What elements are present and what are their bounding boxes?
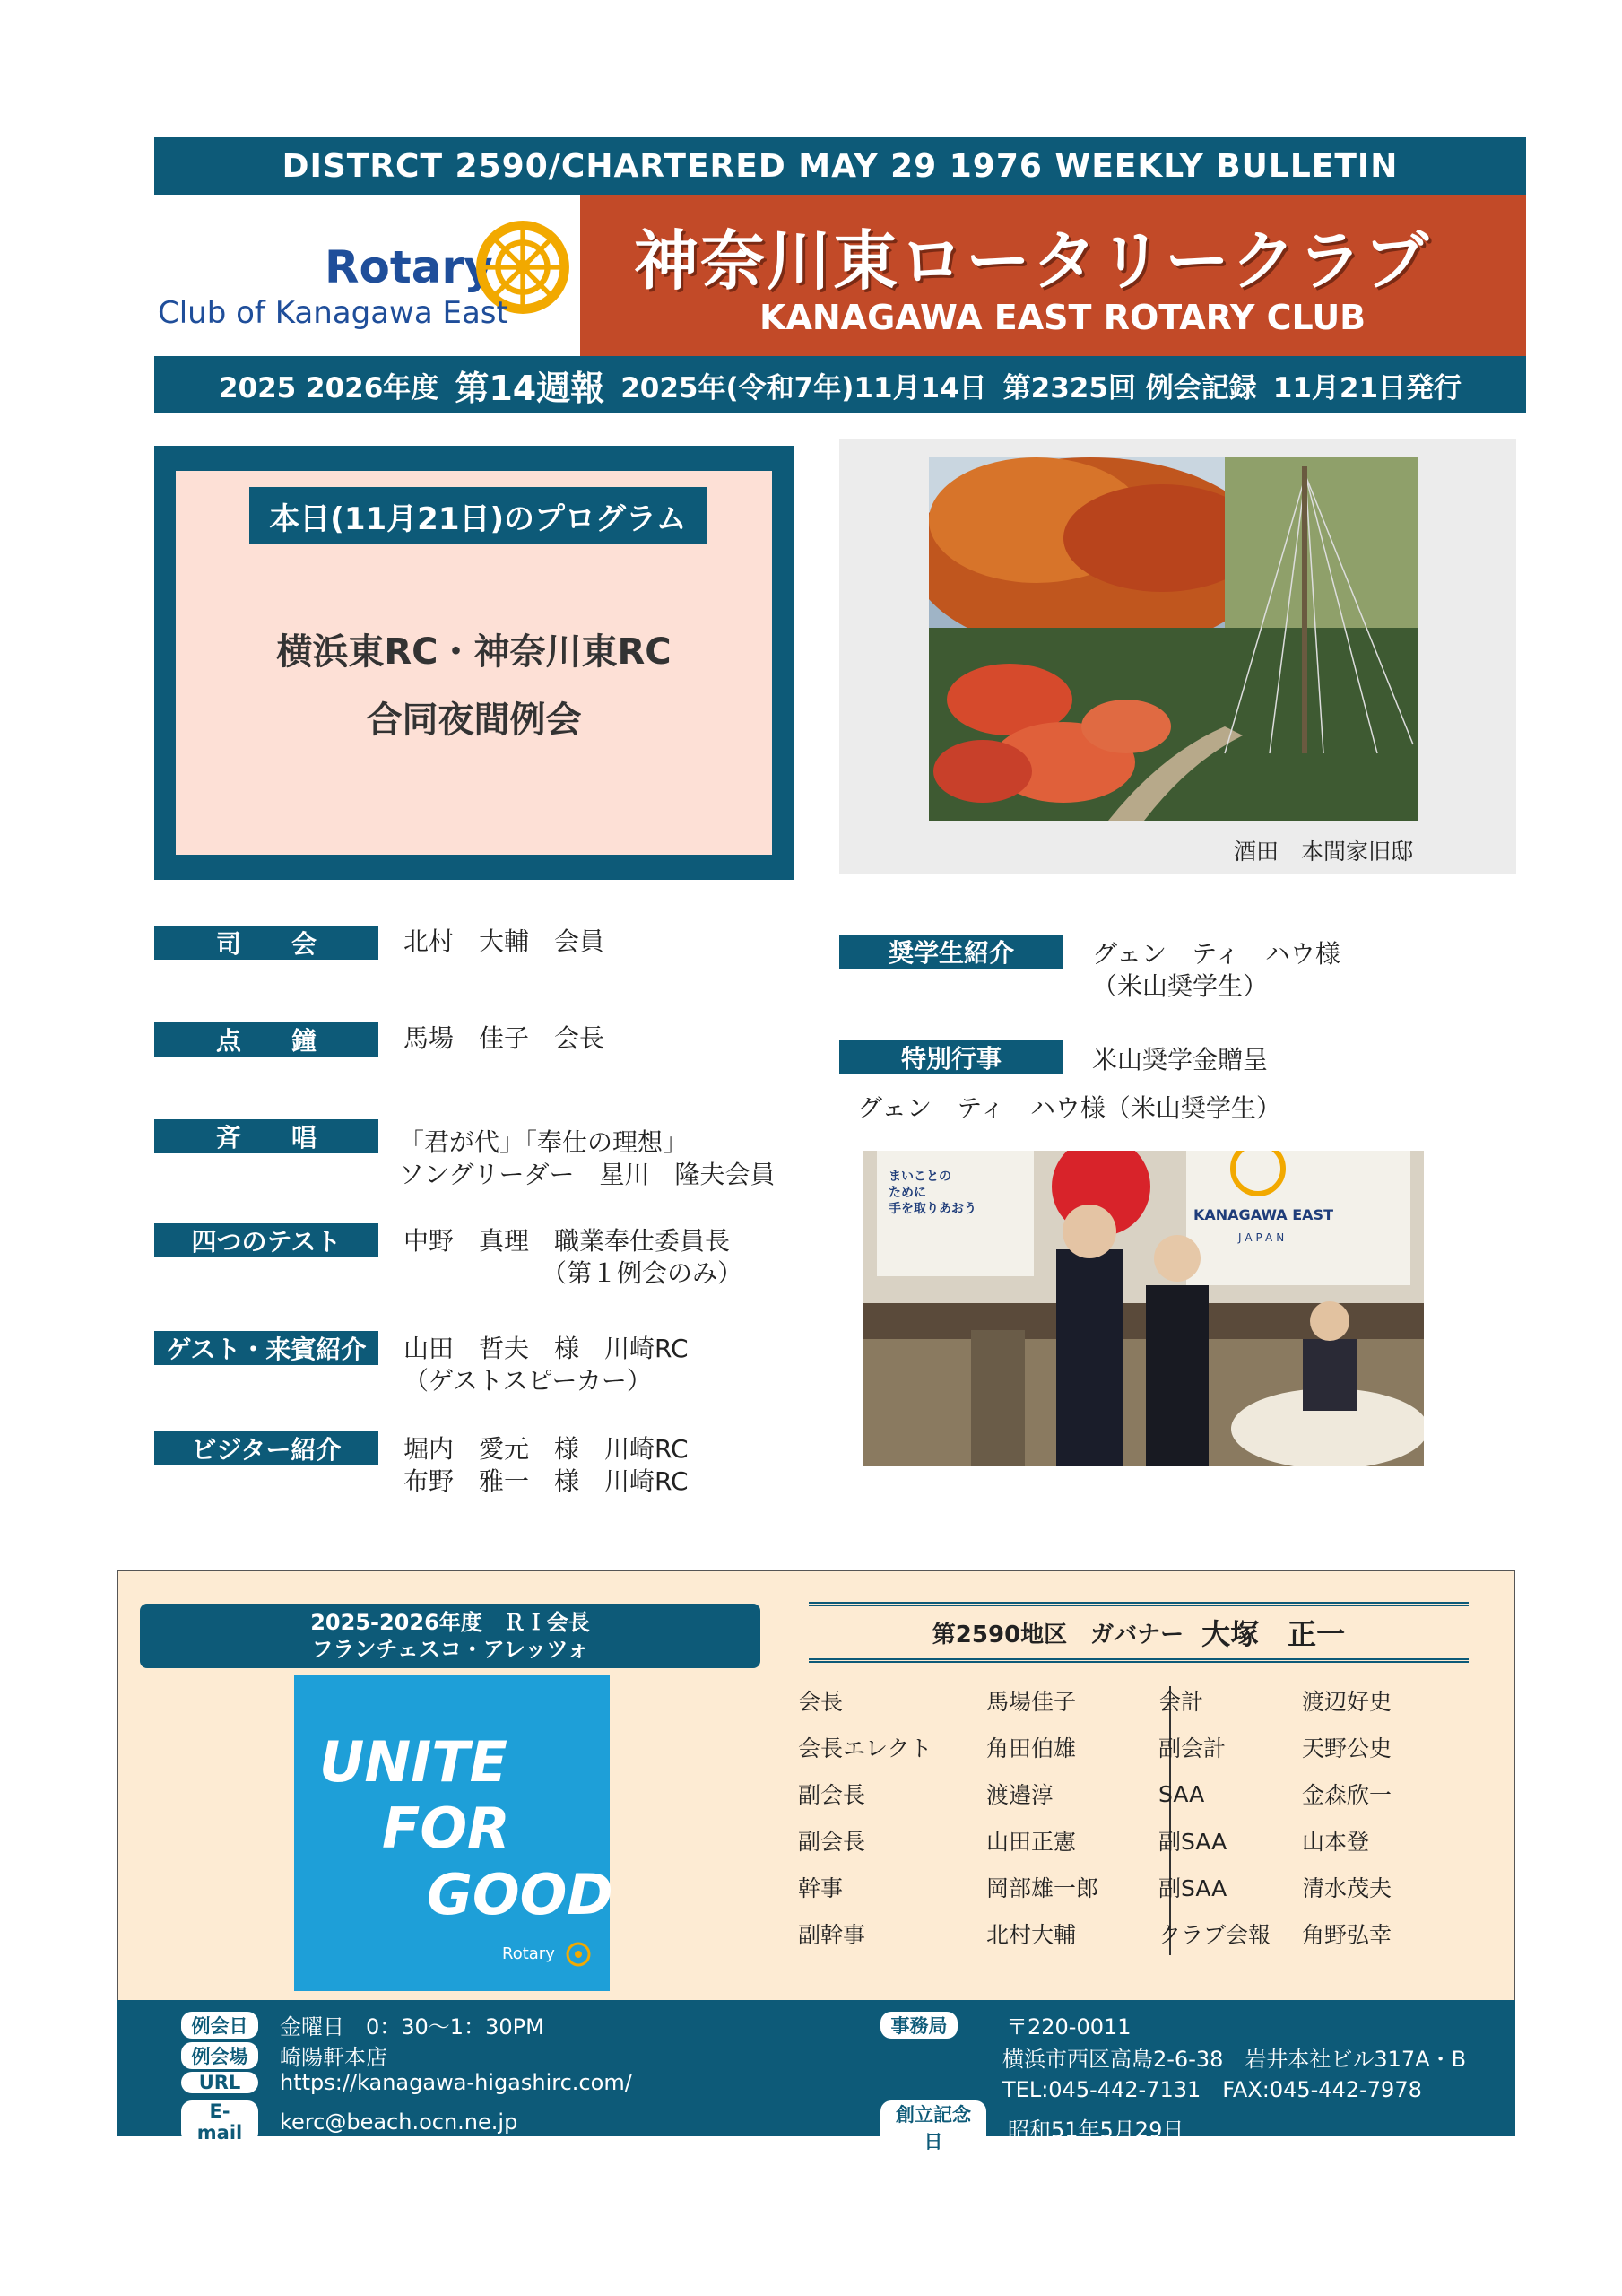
officer-role: 会長 [798, 1689, 844, 1715]
officer-row [798, 1864, 1130, 1910]
role-tag: 四つのテスト [154, 1223, 378, 1257]
issue-info-bar [154, 356, 1526, 413]
ri-president-name: フランチェスコ・アレッツォ [311, 1637, 589, 1662]
role-text: 中野 真理 職業奉仕委員長 （第１例会のみ） [403, 1226, 743, 1288]
officer-row [1158, 1724, 1445, 1770]
officer-name: 馬場佳子 [986, 1689, 1077, 1715]
scholar-text: グェン ティ ハウ様 （米山奨学生） [1092, 939, 1340, 1001]
meeting-day: 金曜日 0：30～1：30PM [280, 2014, 544, 2039]
unite-for-good-logo [294, 1675, 613, 1991]
officer-role: クラブ会報 [1158, 1922, 1271, 1948]
role-text: 北村 大輔 会員 [403, 926, 605, 956]
role-text: 馬場 佳子 会長 [403, 1023, 605, 1053]
officer-row [798, 1817, 1130, 1864]
special-event-detail: グェン ティ ハウ様（米山奨学生） [857, 1093, 1281, 1123]
postal-code: 〒220-0011 [1006, 2014, 1132, 2039]
officer-role: 副会長 [798, 1829, 866, 1855]
officer-role: 幹事 [798, 1875, 844, 1901]
officer-role: 副会計 [1158, 1735, 1227, 1761]
governor-box [809, 1602, 1469, 1663]
program-panel [176, 471, 772, 855]
program-label: 本日(11月21日)のプログラム [249, 487, 707, 544]
office-label: 事務局 [880, 2012, 958, 2039]
officer-name: 清水茂夫 [1302, 1875, 1392, 1901]
club-name-jp: 神奈川東ロータリークラブ [634, 223, 1431, 299]
role-tag: 点 鐘 [154, 1022, 378, 1057]
officer-name: 渡辺好史 [1302, 1689, 1392, 1715]
governor-name: 大塚 正一 [1201, 1617, 1346, 1651]
for-word: FOR [382, 1796, 510, 1861]
officer-name: 渡邉淳 [986, 1782, 1054, 1808]
officers-left [798, 1677, 1130, 1957]
officer-role: 副SAA [1158, 1829, 1227, 1855]
program-line-2: 合同夜間例会 [366, 700, 582, 741]
officer-role: 副幹事 [798, 1922, 866, 1948]
officer-row [1158, 1677, 1445, 1724]
officer-row [798, 1770, 1130, 1817]
logo-subtitle: Club of Kanagawa East [158, 295, 508, 331]
role-tag: ビジター紹介 [154, 1431, 378, 1465]
governor-label: 第2590地区 ガバナー [932, 1621, 1184, 1648]
ceremony-photo [863, 1151, 1424, 1466]
website-link[interactable]: https://kanagawa-higashirc.com/ [280, 2070, 632, 2095]
officer-row [798, 1677, 1130, 1724]
founded-date: 昭和51年5月29日 [1008, 2117, 1184, 2143]
officer-row [1158, 1910, 1445, 1957]
photo-frame [839, 439, 1516, 874]
fiscal-year: 2025 2026年度 [218, 371, 439, 404]
officer-row [1158, 1817, 1445, 1864]
office-phone: TEL:045-442-7131 FAX:045-442-7978 [1002, 2077, 1422, 2102]
officer-role: 副SAA [1158, 1875, 1227, 1901]
ri-president-box [140, 1604, 760, 1668]
url-label: URL [181, 2072, 258, 2093]
officer-row [1158, 1770, 1445, 1817]
role-text: 「君が代」「奉仕の理想」 ソングリーダー 星川 隆夫会員 [399, 1127, 776, 1189]
officer-role: 会計 [1158, 1689, 1204, 1715]
top-banner: DISTRCT 2590/CHARTERED MAY 29 1976 WEEKLY BULLETIN [154, 137, 1526, 195]
special-event-text: 米山奨学金贈呈 [1092, 1045, 1269, 1074]
rotary-wheel-icon [565, 1941, 592, 1968]
meeting-record: 第2325回 例会記録 [1002, 371, 1257, 404]
officer-role: SAA [1158, 1780, 1205, 1807]
flag-subtext: JAPAN [1238, 1231, 1288, 1244]
meeting-day-label: 例会日 [181, 2012, 258, 2039]
issue-number: 第14週報 [455, 368, 605, 408]
office-address: 横浜市西区高島2-6-38 岩井本社ビル317A・B [1002, 2047, 1467, 2072]
officer-role: 副会長 [798, 1782, 866, 1808]
officer-name: 角野弘幸 [1302, 1922, 1392, 1948]
logo-word: Rotary [325, 241, 493, 293]
ri-title: 2025-2026年度 ＲＩ会長 [310, 1610, 590, 1635]
venue-label: 例会場 [181, 2042, 258, 2069]
officer-role: 会長エレクト [798, 1735, 932, 1761]
officer-name: 金森欣一 [1302, 1782, 1392, 1808]
rotary-logo [154, 195, 580, 356]
contact-bar [117, 2000, 1515, 2152]
officer-name: 岡部雄一郎 [986, 1875, 1099, 1901]
officer-row [798, 1910, 1130, 1957]
founded-label: 創立記念日 [880, 2100, 986, 2154]
program-line-1: 横浜東RC・神奈川東RC [276, 631, 672, 673]
role-text: 山田 哲夫 様 川崎RC （ゲストスピーカー） [403, 1334, 689, 1396]
club-title-block [580, 195, 1526, 356]
scholar-tag: 奨学生紹介 [839, 935, 1063, 969]
good-word: GOOD [427, 1862, 613, 1927]
officers-right [1158, 1677, 1445, 1957]
publish-date: 11月21日発行 [1272, 371, 1462, 404]
email-label: E-mail [181, 2100, 258, 2144]
role-tag: 斉 唱 [154, 1119, 378, 1153]
officer-name: 山田正憲 [986, 1829, 1077, 1855]
unite-rotary-word: Rotary [502, 1944, 555, 1963]
role-tag: ゲスト・来賓紹介 [154, 1331, 378, 1365]
officer-name: 山本登 [1302, 1829, 1370, 1855]
venue: 崎陽軒本店 [280, 2045, 387, 2070]
officer-row [798, 1724, 1130, 1770]
garden-photo [929, 457, 1418, 821]
photo-caption: 酒田 本間家旧邸 [1233, 839, 1413, 865]
banner-text: まいことの ために 手を取りあおう [889, 1170, 976, 1216]
club-name-en: KANAGAWA EAST ROTARY CLUB [759, 298, 1366, 337]
meeting-date: 2025年(令和7年)11月14日 [620, 371, 987, 404]
flag-text: KANAGAWA EAST [1193, 1206, 1333, 1223]
program-frame [154, 446, 794, 880]
officer-name: 天野公史 [1302, 1735, 1392, 1761]
role-tag: 司 会 [154, 926, 378, 960]
role-text: 堀内 愛元 様 川崎RC 布野 雅一 様 川崎RC [403, 1434, 689, 1496]
special-event-tag: 特別行事 [839, 1040, 1063, 1074]
officer-row [1158, 1864, 1445, 1910]
email-link[interactable]: kerc@beach.ocn.ne.jp [280, 2109, 518, 2135]
officer-name: 角田伯雄 [986, 1735, 1077, 1761]
officer-name: 北村大輔 [986, 1922, 1077, 1948]
unite-word: UNITE [319, 1729, 507, 1795]
